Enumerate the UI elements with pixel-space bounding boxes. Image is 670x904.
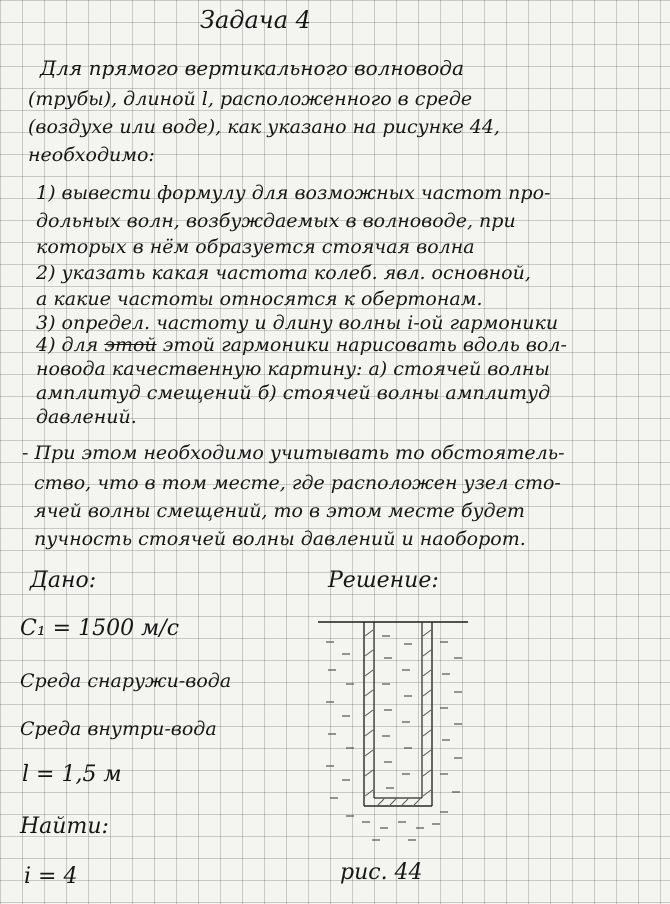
note-line: - При этом необходимо учитывать то обстоятель- xyxy=(22,442,565,464)
note-line: ство, что в том месте, где расположен узел сто- xyxy=(34,472,561,494)
given-outer-medium: Среда снаружи-вода xyxy=(20,670,232,692)
pipe-wall-hatching xyxy=(365,630,431,805)
page-title: Задача 4 xyxy=(200,6,311,34)
condition-line: Для прямого вертикального волновода xyxy=(40,56,464,80)
condition-line: необходимо: xyxy=(28,144,155,166)
task-line xyxy=(36,336,567,355)
given-inner-medium: Среда внутри-вода xyxy=(20,718,217,740)
given-length: l = 1,5 м xyxy=(22,762,122,787)
outer-water-dashes xyxy=(326,642,462,840)
task-line: давлений. xyxy=(36,406,137,428)
task-line: амплитуд смещений б) стоячей волны амплитуд xyxy=(36,382,551,404)
find-harmonic: i = 4 xyxy=(24,864,78,889)
task-line: 1) вывести формулу для возможных частот про- xyxy=(36,182,551,204)
task-suffix: этой гармоники нарисовать вдоль вол- xyxy=(162,334,567,356)
task-line: дольных волн, возбуждаемых в волноводе, при xyxy=(36,210,516,232)
given-heading: Дано: xyxy=(30,568,97,593)
note-line: ячей волны смещений, то в этом месте будет xyxy=(34,500,525,522)
waveguide-figure xyxy=(318,612,468,852)
condition-line: (трубы), длиной l, расположенного в среде xyxy=(28,88,473,110)
task-prefix: 4) для xyxy=(36,334,99,356)
task-line: 3) определ. частоту и длину волны i-ой гармоники xyxy=(36,312,559,334)
solution-heading: Решение: xyxy=(328,568,439,593)
note-line: пучность стоячей волны давлений и наоборот. xyxy=(34,528,526,550)
task-line: которых в нём образуется стоячая волна xyxy=(36,236,475,258)
task-line: 2) указать какая частота колеб. явл. основной, xyxy=(36,262,531,284)
inner-water-dashes xyxy=(382,636,412,788)
figure-caption: рис. 44 xyxy=(340,860,423,885)
condition-line: (воздухе или воде), как указано на рисунке 44, xyxy=(28,116,500,138)
given-speed: C₁ = 1500 м/с xyxy=(20,616,180,641)
task-line: новода качественную картину: а) стоячей волны xyxy=(36,358,550,380)
struck-word: этой xyxy=(104,334,157,356)
task-line: а какие частоты относятся к обертонам. xyxy=(36,288,483,310)
find-heading: Найти: xyxy=(20,814,109,839)
